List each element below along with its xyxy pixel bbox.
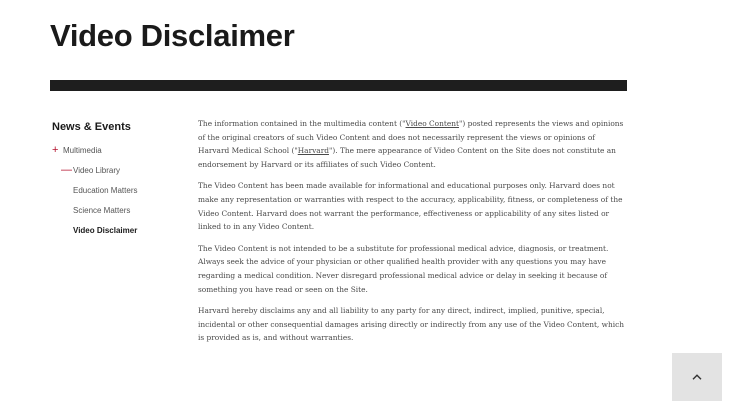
title-divider bbox=[50, 80, 627, 91]
back-to-top-button[interactable] bbox=[672, 353, 722, 401]
disclaimer-paragraph: The Video Content is not intended to be a substitute for professional medical advice, diagnosis, or treatment. Always seek the advice of your physician or other qualified health provider with any questions you may have regarding a medical condition. Never disregard professional medical advice or delay in seeking it because of something you have read or seen on the Site. bbox=[198, 243, 609, 294]
defined-term-video-content: Video Content bbox=[405, 119, 459, 128]
sidebar-nav bbox=[52, 121, 187, 240]
sidebar-item-label: Science Matters bbox=[73, 205, 131, 215]
sidebar-item-label: Multimedia bbox=[63, 145, 102, 155]
disclaimer-content bbox=[198, 117, 628, 353]
sidebar-item-label: Video Disclaimer bbox=[73, 225, 138, 235]
disclaimer-paragraph: The Video Content has been made available for informational and educational purposes only. Harvard does not make any representation or warranties with respect to the accuracy, applicability, fitness, or completeness of the Video Content. Harvard does not warrant the performance, effectiveness or applicability of any sites listed or linked to in any Video Content. bbox=[198, 181, 623, 232]
sidebar-item-multimedia[interactable] bbox=[52, 140, 187, 160]
disclaimer-paragraph: Harvard hereby disclaims any and all liability to any party for any direct, indirect, implied, punitive, special, incidental or other consequential damages arising directly or indirectly from any use of the Video Content, which is provided as is, and without warranties. bbox=[198, 306, 624, 343]
disclaimer-paragraph bbox=[198, 117, 628, 171]
text-span: The information contained in the multimedia content (" bbox=[198, 119, 406, 128]
expand-plus-icon[interactable]: + bbox=[52, 143, 59, 156]
defined-term-harvard: Harvard bbox=[297, 146, 329, 156]
sidebar-item-label: Video Library bbox=[73, 165, 120, 175]
sidebar-item-video-disclaimer[interactable] bbox=[52, 220, 187, 240]
sidebar-item-label: Education Matters bbox=[73, 185, 138, 195]
collapse-minus-icon[interactable]: — bbox=[61, 163, 72, 176]
text-span: ") posted represents the views and opinions of the original creators of such Video Content and does not necessarily represent the views or opinions of Harvard Medical School (" bbox=[198, 119, 624, 156]
text-span: "). The mere appearance of Video Content on the Site does not constitute an endorsement by Harvard or its affiliates of such Video Content. bbox=[198, 146, 616, 169]
sidebar-heading[interactable]: News & Events bbox=[52, 121, 131, 133]
chevron-up-icon bbox=[692, 374, 702, 380]
sidebar-item-science-matters[interactable] bbox=[52, 200, 187, 220]
page-title: Video Disclaimer bbox=[50, 18, 295, 53]
sidebar-item-video-library[interactable] bbox=[52, 160, 187, 180]
sidebar-item-education-matters[interactable] bbox=[52, 180, 187, 200]
